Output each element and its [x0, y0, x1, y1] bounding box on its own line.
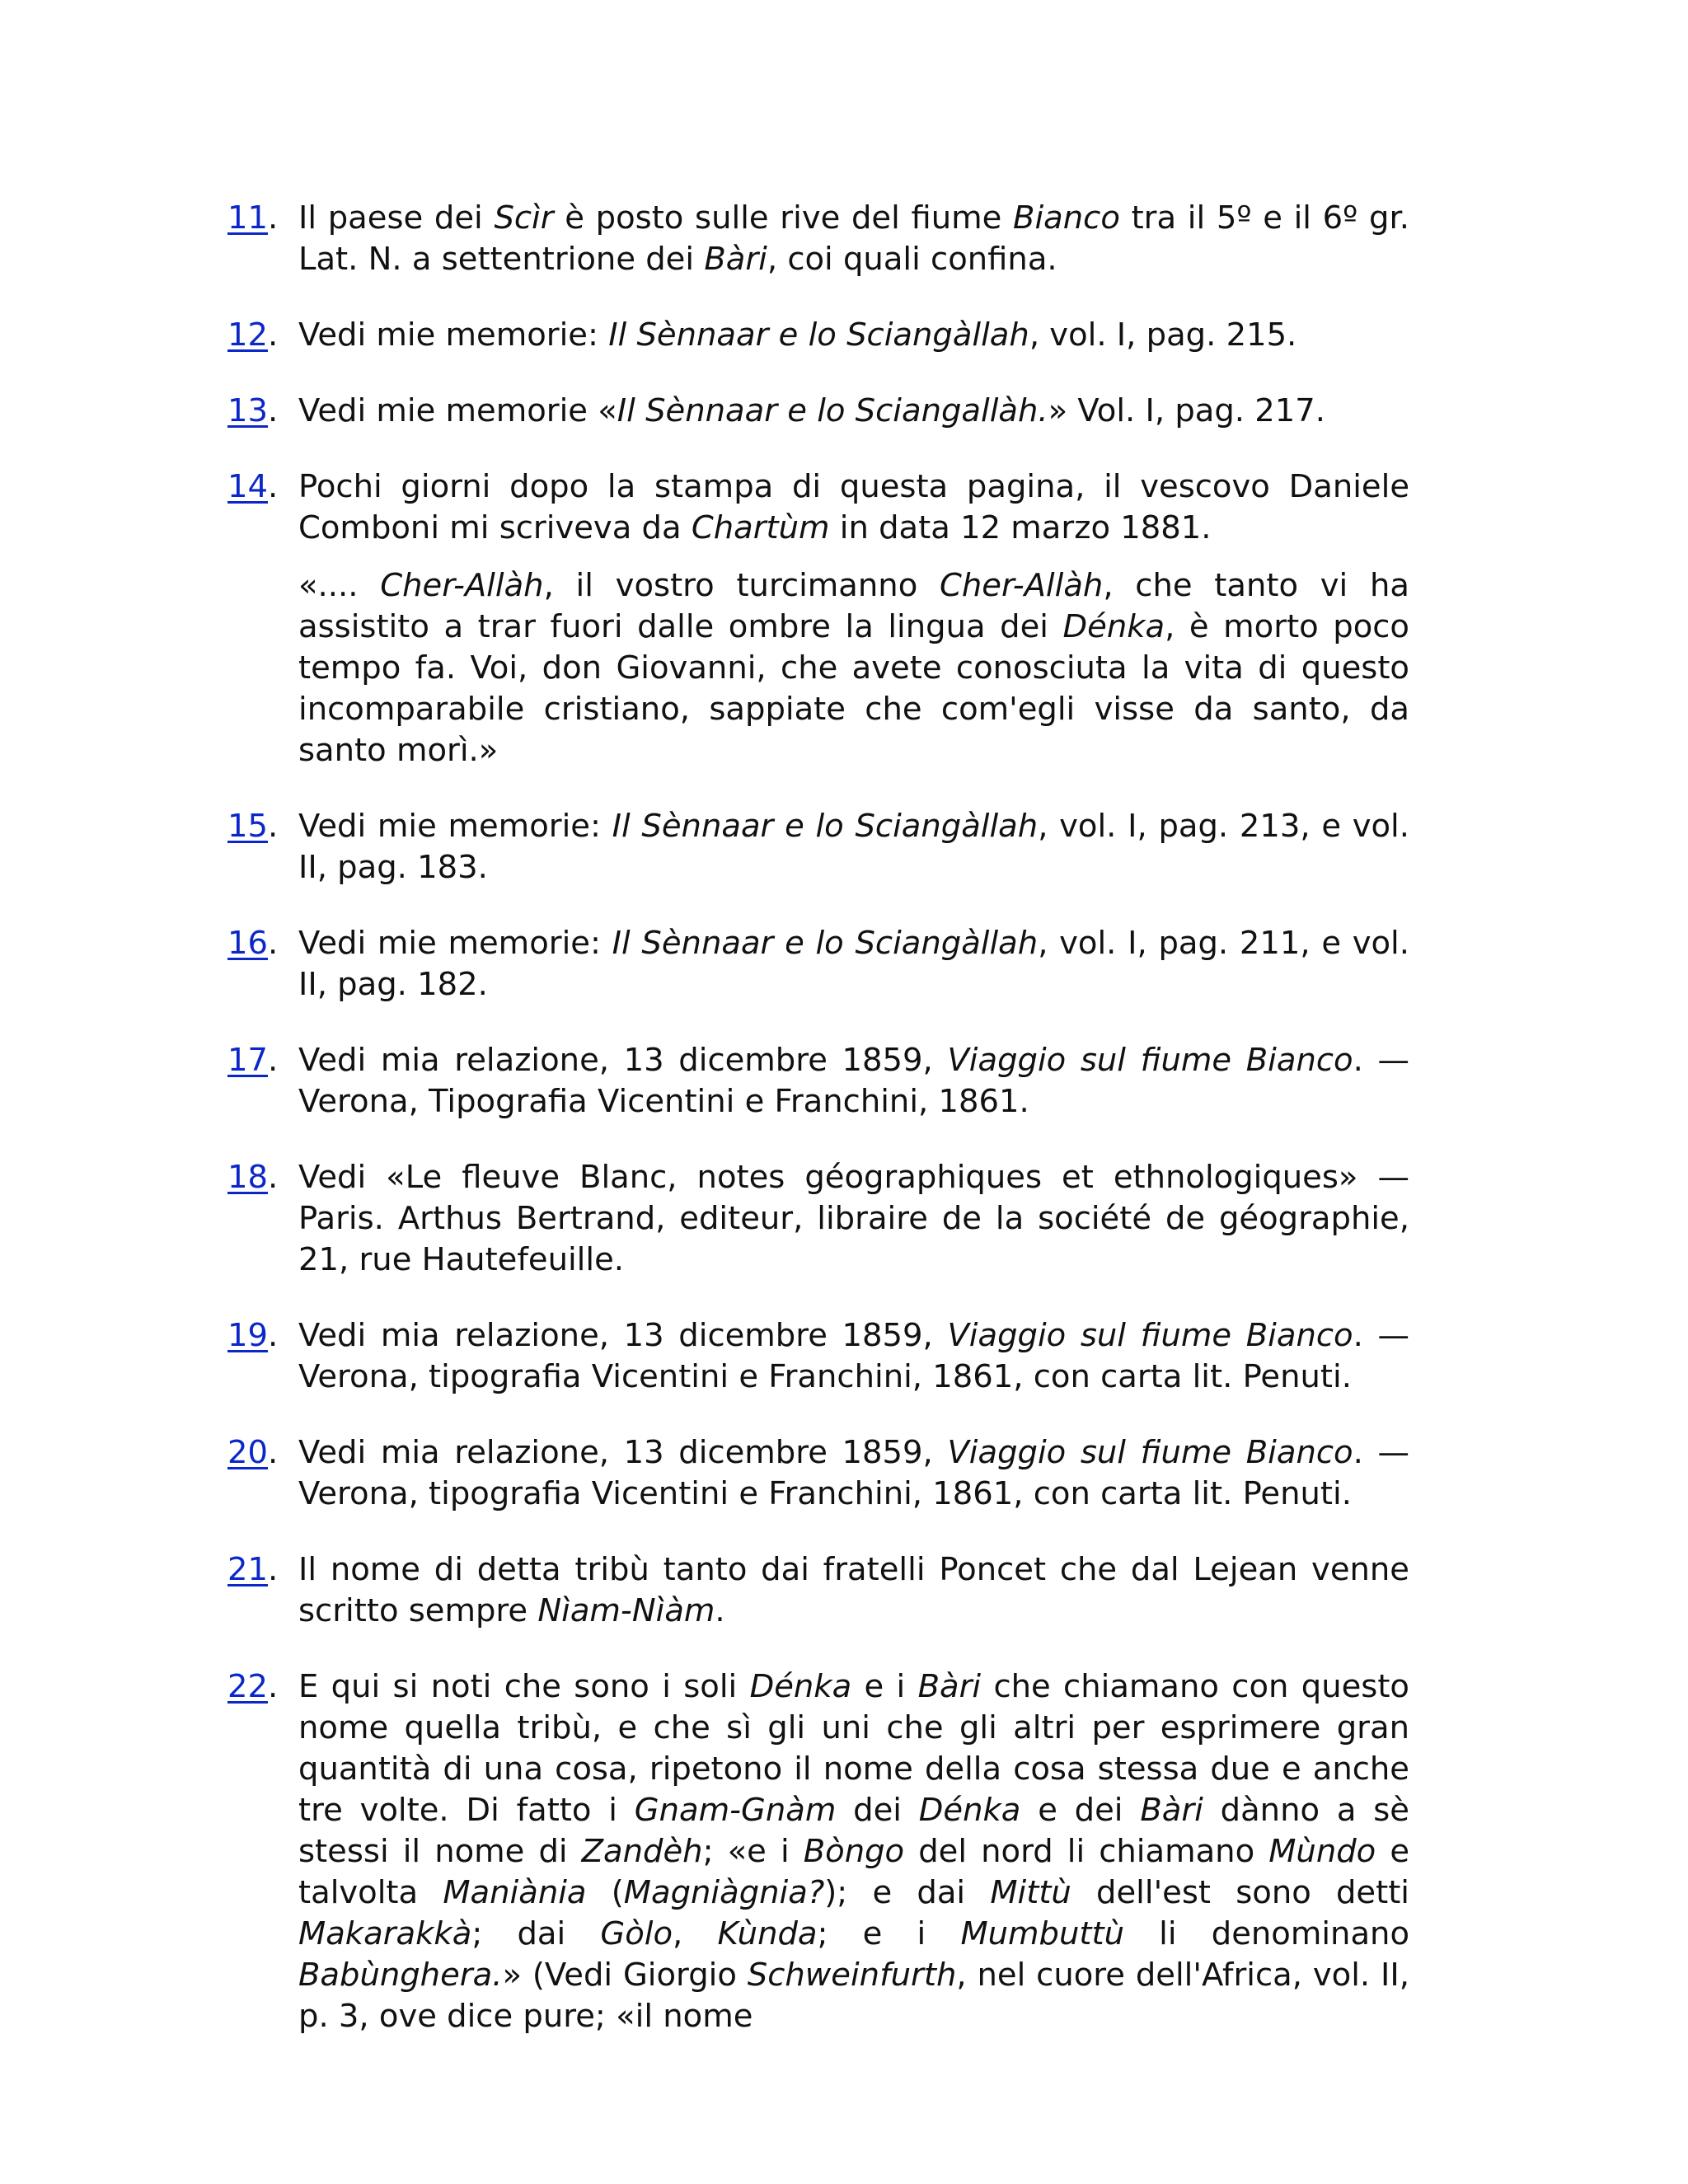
italic-text: Magniàgnia?: [623, 1874, 825, 1911]
footnote-paragraph: [298, 1549, 1409, 1632]
text-run: , vol. I, pag. 213, e vol. II, pag. 183.: [298, 808, 1409, 886]
footnote-item: [223, 1157, 1409, 1281]
italic-text: Schweinfurth: [747, 1957, 957, 1994]
text-run: Vedi mia relazione, 13 dicembre 1859,: [298, 1042, 948, 1079]
italic-text: Mùndo: [1268, 1833, 1376, 1870]
italic-text: Dénka: [749, 1668, 852, 1705]
text-run: «....: [298, 567, 381, 604]
footnote-backlink[interactable]: 21: [227, 1551, 268, 1588]
text-run: ,: [673, 1915, 718, 1952]
footnote-number-period: .: [268, 468, 279, 505]
italic-text: Il Sènnaar e lo Sciangàllah: [612, 808, 1039, 845]
footnote-item: [223, 466, 1409, 771]
footnote-number: [227, 923, 278, 964]
footnote-item: [223, 198, 1409, 280]
text-run: , il vostro turcimanno: [543, 567, 940, 604]
footnote-paragraph: [298, 198, 1409, 280]
italic-text: Bàri: [1140, 1792, 1203, 1829]
italic-text: Gòlo: [600, 1915, 673, 1952]
text-run: Vedi mie memorie:: [298, 316, 609, 354]
italic-text: Gnam-Gnàm: [634, 1792, 837, 1829]
text-run: , vol. I, pag. 215.: [1029, 316, 1297, 354]
text-run: e talvolta: [298, 1833, 1410, 1911]
footnote-backlink[interactable]: 14: [227, 468, 268, 505]
italic-text: Maniània: [443, 1874, 587, 1911]
text-run: . — Verona, tipografia Vicentini e Franchini, 1861, con carta lit. Penuti.: [298, 1434, 1409, 1512]
italic-text: Nìam-Nìàm: [537, 1592, 715, 1629]
text-run: (: [586, 1874, 624, 1911]
footnote-paragraph: [298, 806, 1409, 888]
text-run: ; e i: [817, 1915, 961, 1952]
footnote-number-period: .: [268, 808, 279, 845]
footnote-backlink[interactable]: 22: [227, 1668, 268, 1705]
footnote-number: [227, 1157, 278, 1198]
text-run: Vedi mie memorie:: [298, 925, 612, 962]
text-run: Il paese dei: [298, 199, 495, 237]
footnote-item: [223, 806, 1409, 888]
footnote-paragraph: [298, 315, 1409, 356]
text-run: , che tanto vi ha assistito a trar fuori dalle ombre la lingua dei: [298, 567, 1409, 645]
text-run: , nel cuore dell'Africa, vol. II, p. 3, ove dice pure; «il nome: [298, 1957, 1409, 2035]
italic-text: Mittù: [990, 1874, 1071, 1911]
footnote-number-period: .: [268, 1551, 279, 1588]
text-run: tra il 5º e il 6º gr. Lat. N. a settentrione dei: [298, 199, 1409, 278]
footnote-backlink[interactable]: 15: [227, 808, 268, 845]
footnote-item: [223, 315, 1409, 356]
footnote-item: [223, 923, 1409, 1005]
italic-text: Makarakkà: [298, 1915, 472, 1952]
italic-text: Il Sènnaar e lo Sciangàllah: [608, 316, 1029, 354]
footnote-backlink[interactable]: 11: [227, 199, 268, 237]
text-run: , è morto poco tempo fa. Voi, don Giovanni, che avete conosciuta la vita di questo incomparabile cristiano, sappiate che com'egli visse da santo, da santo morì.»: [298, 608, 1409, 769]
italic-text: Bàri: [917, 1668, 982, 1705]
footnote-number: [227, 198, 278, 239]
text-run: ); e dai: [824, 1874, 991, 1911]
text-run: e i: [851, 1668, 918, 1705]
footnote-paragraph: [298, 1432, 1409, 1515]
text-run: , vol. I, pag. 211, e vol. II, pag. 182.: [298, 925, 1409, 1003]
footnote-backlink[interactable]: 16: [227, 925, 268, 962]
text-run: dànno a sè stessi il nome di: [298, 1792, 1409, 1870]
text-run: dei: [836, 1792, 919, 1829]
footnote-item: [223, 1549, 1409, 1632]
text-run: Il nome di detta tribù tanto dai fratelli Poncet che dal Lejean venne scritto sempre: [298, 1551, 1409, 1629]
footnote-item: [223, 1666, 1409, 2037]
italic-text: Viaggio sul fiume Bianco: [947, 1317, 1353, 1354]
footnote-backlink[interactable]: 17: [227, 1042, 268, 1079]
text-run: Vedi mie memorie:: [298, 808, 612, 845]
text-run: è posto sulle rive del fiume: [553, 199, 1014, 237]
text-run: .: [715, 1592, 725, 1629]
italic-text: Bàri: [704, 241, 767, 278]
text-run: del nord li chiamano: [904, 1833, 1269, 1870]
footnote-number: [227, 391, 278, 432]
footnote-item: [223, 1315, 1409, 1398]
footnote-backlink[interactable]: 13: [227, 392, 268, 429]
text-run: . — Verona, tipografia Vicentini e Franchini, 1861, con carta lit. Penuti.: [298, 1317, 1409, 1395]
footnote-backlink[interactable]: 20: [227, 1434, 268, 1471]
footnote-item: [223, 1432, 1409, 1515]
italic-text: Viaggio sul fiume Bianco: [947, 1042, 1353, 1079]
footnote-number-period: .: [268, 1434, 279, 1471]
text-run: Vedi mie memorie «: [298, 392, 617, 429]
text-run: » Vol. I, pag. 217.: [1048, 392, 1326, 429]
italic-text: Viaggio sul fiume Bianco: [947, 1434, 1353, 1471]
italic-text: Cher-Allàh: [380, 567, 544, 604]
footnote-number-period: .: [268, 316, 279, 354]
footnote-paragraph: [298, 565, 1409, 771]
text-run: . — Verona, Tipografia Vicentini e Franchini, 1861.: [298, 1042, 1409, 1120]
footnote-paragraph: [298, 1315, 1409, 1398]
footnote-backlink[interactable]: 18: [227, 1159, 268, 1196]
footnote-number: [227, 1315, 278, 1357]
italic-text: Il Sènnaar e lo Sciangallàh.: [617, 392, 1048, 429]
footnote-number: [227, 1040, 278, 1081]
text-run: in data 12 marzo 1881.: [829, 509, 1212, 546]
italic-text: Zandèh: [581, 1833, 703, 1870]
text-run: , coi quali confina.: [767, 241, 1057, 278]
footnote-paragraph: [298, 466, 1409, 549]
footnote-number: [227, 1432, 278, 1474]
text-run: ; dai: [471, 1915, 601, 1952]
footnote-backlink[interactable]: 19: [227, 1317, 268, 1354]
text-run: e dei: [1020, 1792, 1141, 1829]
footnote-paragraph: [298, 391, 1409, 432]
footnote-number: [227, 806, 278, 847]
footnote-number-period: .: [268, 1317, 279, 1354]
footnote-number-period: .: [268, 925, 279, 962]
footnote-number-period: .: [268, 1668, 279, 1705]
italic-text: Bòngo: [803, 1833, 905, 1870]
text-run: Vedi mia relazione, 13 dicembre 1859,: [298, 1317, 948, 1354]
italic-text: Cher-Allàh: [940, 567, 1104, 604]
footnote-number: [227, 315, 278, 356]
footnote-number-period: .: [268, 199, 279, 237]
text-run: Vedi «Le fleuve Blanc, notes géographiques et ethnologiques» — Paris. Arthus Bertrand, editeur, libraire de la société de géographie, 21, rue Hautefeuille.: [298, 1159, 1409, 1278]
text-run: Pochi giorni dopo la stampa di questa pagina, il vescovo Daniele Comboni mi scriveva da: [298, 468, 1409, 546]
italic-text: Bianco: [1013, 199, 1120, 237]
footnote-number: [227, 466, 278, 508]
text-run: dell'est sono detti: [1071, 1874, 1409, 1911]
text-run: ; «e i: [702, 1833, 804, 1870]
footnote-item: [223, 1040, 1409, 1122]
footnote-paragraph: [298, 1157, 1409, 1281]
text-run: Vedi mia relazione, 13 dicembre 1859,: [298, 1434, 948, 1471]
text-run: » (Vedi Giorgio: [502, 1957, 748, 1994]
italic-text: Babùnghera.: [298, 1957, 503, 1994]
italic-text: Scìr: [494, 199, 554, 237]
text-run: E qui si noti che sono i soli: [298, 1668, 750, 1705]
italic-text: Dénka: [918, 1792, 1021, 1829]
footnote-item: [223, 391, 1409, 432]
italic-text: Mumbuttù: [960, 1915, 1124, 1952]
footnote-number-period: .: [268, 1159, 279, 1196]
text-run: li denominano: [1124, 1915, 1409, 1952]
footnote-number: [227, 1666, 278, 1708]
footnote-paragraph: [298, 923, 1409, 1005]
text-run: che chiamano con questo nome quella tribù, e che sì gli uni che gli altri per esprimere gran quantità di una cosa, ripetono il nome della cosa stessa due e anche tre volte. Di fatto i: [298, 1668, 1409, 1829]
footnote-backlink[interactable]: 12: [227, 316, 268, 354]
footnote-paragraph: [298, 1666, 1409, 2037]
italic-text: Dénka: [1062, 608, 1165, 645]
footnote-number: [227, 1549, 278, 1591]
italic-text: Il Sènnaar e lo Sciangàllah: [612, 925, 1039, 962]
footnote-number-period: .: [268, 392, 279, 429]
italic-text: Kùnda: [717, 1915, 818, 1952]
footnote-paragraph: [298, 1040, 1409, 1122]
footnote-number-period: .: [268, 1042, 279, 1079]
italic-text: Chartùm: [691, 509, 830, 546]
footnotes-list: [223, 198, 1409, 2072]
